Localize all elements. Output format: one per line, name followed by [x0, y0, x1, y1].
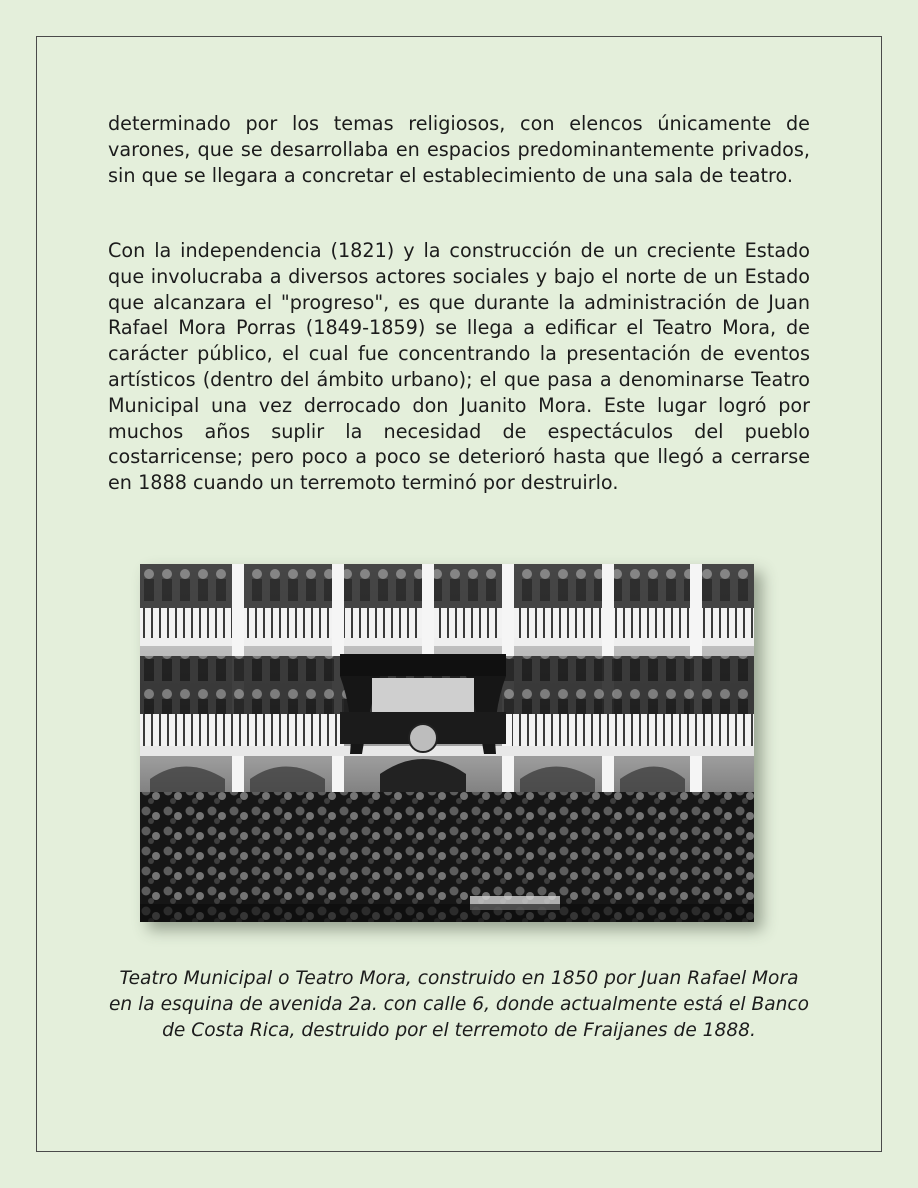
paragraph-1: determinado por los temas religiosos, con elencos únicamente de varones, que se desarrollaba en espacios predominantemente privados, sin que se llegara a concretar el establecimiento de una sala de teatro. [108, 112, 810, 187]
historic-theatre-photo-illustration [140, 564, 754, 922]
paragraph-2: Con la independencia (1821) y la construcción de un creciente Estado que involucraba a diversos actores sociales y bajo el norte de un Estado que alcanzara el "progreso", es que durante la administración de Juan Rafael Mora Porras (1849-1859) se llega a edificar el Teatro Mora, de carácter público, el cual fue concentrando la presentación de eventos artísticos (dentro del ámbito urbano); el que pasa a denominarse Teatro Municipal una vez derrocado don Juanito Mora. Este lugar logró por muchos años suplir la necesidad de espectáculos del pueblo costarricense; pero poco a poco se deterioró hasta que llegó a cerrarse en 1888 cuando un terremoto terminó por destruirlo. [108, 239, 810, 495]
teatro-mora-photo [140, 564, 754, 922]
photo-caption: Teatro Municipal o Teatro Mora, construido en 1850 por Juan Rafael Mora en la esquina de avenida 2a. con calle 6, donde actualmente está el Banco de Costa Rica, destruido por el terremoto de Fraijanes de 1888. [108, 968, 810, 1041]
